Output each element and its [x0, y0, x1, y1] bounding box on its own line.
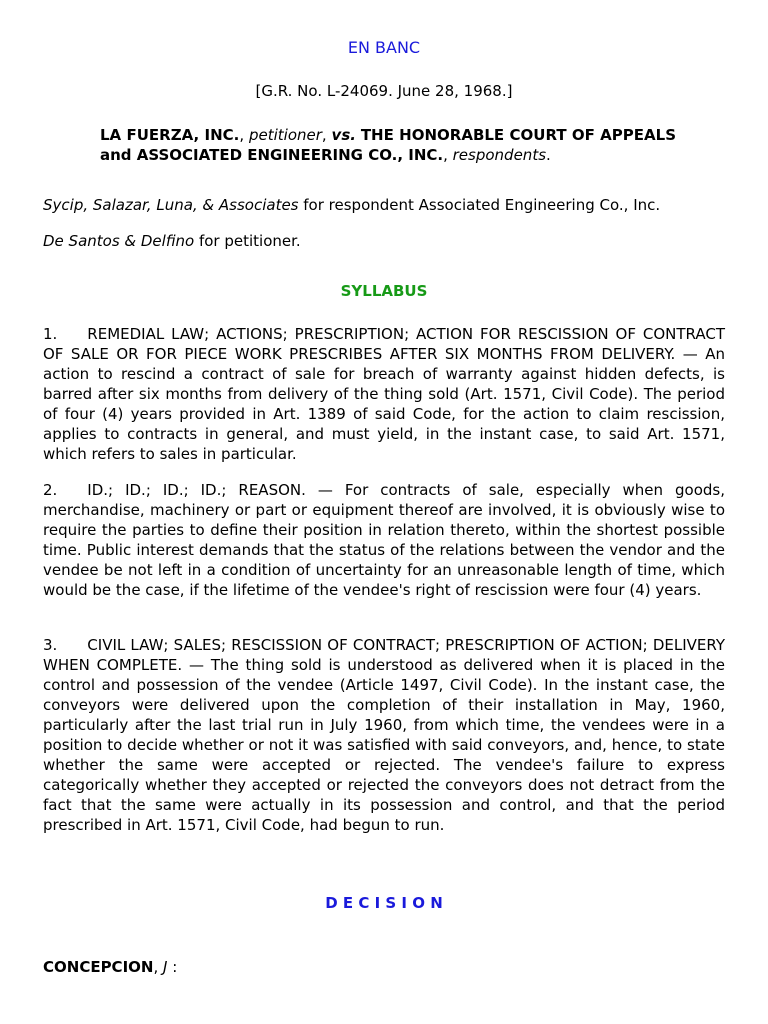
decision-heading: D E C I S I O N: [325, 894, 443, 912]
case-number: [G.R. No. L-24069. June 28, 1968.]: [255, 82, 513, 100]
syllabus-item-2: 2. ID.; ID.; ID.; ID.; REASON. — For contracts of sale, especially when goods, merchandise, machinery or part or equipment thereof are involved, it is obviously wise to require the parties to define their position in relation thereto, within the shortest possible time. Public interest demands that the status of the relations between the vendor and the vendee be not left in a condition of uncertainty for an unreasonable length of time, which would be the case, if the lifetime of the vendee's right of rescission were four (4) years.: [43, 481, 725, 599]
separator: ,: [153, 958, 164, 976]
court-division: EN BANC: [347, 38, 421, 57]
syllabus-item-1: 1. REMEDIAL LAW; ACTIONS; PRESCRIPTION; ACTION FOR RESCISSION OF CONTRACT OF SALE OR FOR PIECE WORK PRESCRIBES AFTER SIX MONTHS FROM DELIVERY. — An action to rescind a contract of sale for breach of warranty against hidden defects, is barred after six months from delivery of the thing sold (Art. 1571, Civil Code). The period of four (4) years provided in Art. 1389 of said Code, for the action to claim rescission, applies to contracts in general, and must yield, in the instant case, to said Art. 1571, which refers to sales in particular.: [43, 325, 725, 463]
counsel-text: for respondent Associated Engineering Co., Inc.: [298, 196, 661, 214]
counsel-name: De Santos & Delfino: [43, 232, 195, 250]
counsel-respondent: [43, 195, 725, 215]
versus: vs.: [331, 126, 356, 144]
counsel-name: Sycip, Salazar, Luna, & Associates: [43, 196, 299, 214]
syllabus-heading: SYLLABUS: [340, 282, 428, 300]
decision-author-line: [43, 957, 725, 977]
colon: :: [167, 958, 178, 976]
justice-title: J: [163, 958, 168, 976]
counsel-text: for petitioner.: [194, 232, 301, 250]
case-parties: LA FUERZA, INC., petitioner, vs. THE HONORABLE COURT OF APPEALS and ASSOCIATED ENGINEERING CO., INC., respondents.: [100, 126, 676, 164]
counsel-petitioner: [43, 231, 725, 251]
syllabus-item-3: 3. CIVIL LAW; SALES; RESCISSION OF CONTRACT; PRESCRIPTION OF ACTION; DELIVERY WHEN COMPLETE. — The thing sold is understood as delivered when it is placed in the control and possession of the vendee (Article 1497, Civil Code). In the instant case, the conveyors were delivered upon the completion of their installation in May, 1960, particularly after the last trial run in July 1960, from which time, the vendees were in a position to decide whether or not it was satisfied with said conveyors, and, hence, to state whether the same were accepted or rejected. The vendee's failure to express categorically whether they accepted or rejected the conveyors does not detract from the fact that the same were actually in its possession and control, and that the period prescribed in Art. 1571, Civil Code, had begun to run.: [43, 636, 725, 834]
petitioner-role: petitioner: [248, 126, 322, 144]
respondent-role: respondents: [452, 146, 547, 164]
justice-name: CONCEPCION: [43, 958, 154, 976]
petitioner-name: LA FUERZA, INC.: [100, 126, 240, 144]
respondent-name: THE HONORABLE COURT OF APPEALS and ASSOCIATED ENGINEERING CO., INC.: [100, 126, 676, 164]
